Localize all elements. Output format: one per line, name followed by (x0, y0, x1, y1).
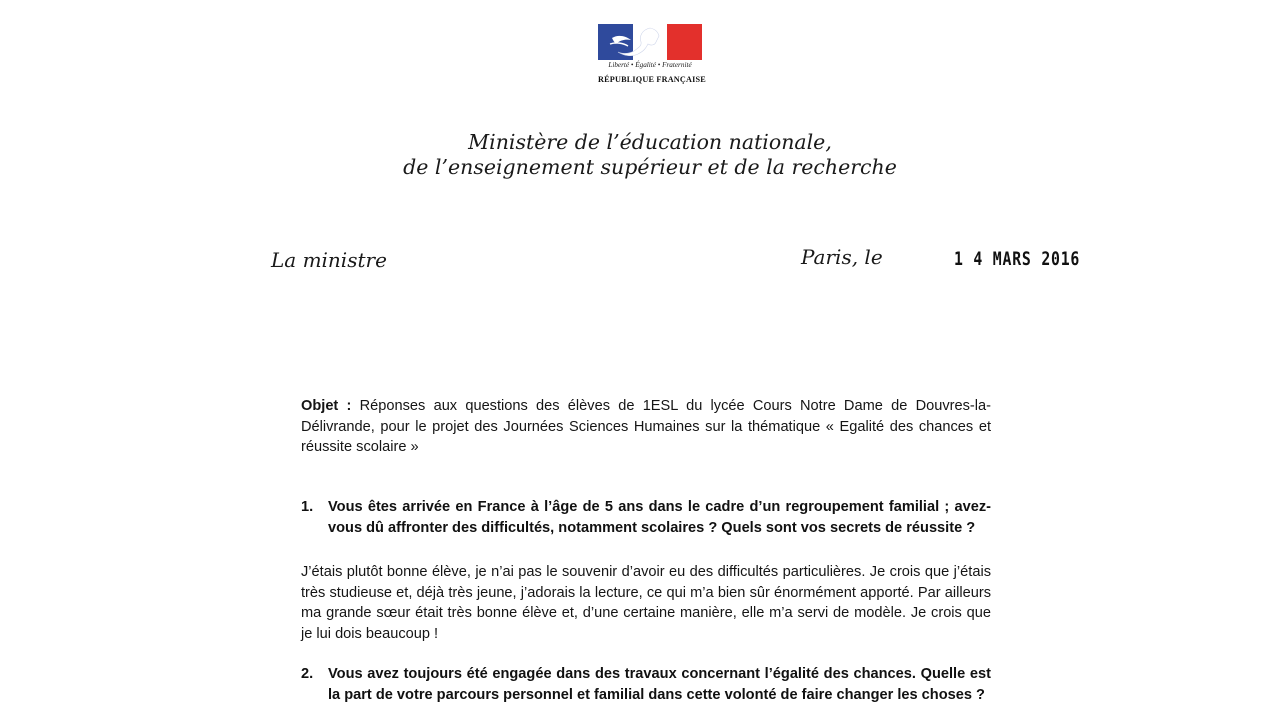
question-2-text: Vous avez toujours été engagée dans des travaux concernant l’égalité des chances. Quelle est la part de votre parcours personnel et familial dans cette volonté de faire changer les choses ? (328, 666, 991, 703)
marianne-logo (598, 24, 706, 88)
letter-author: La ministre (271, 248, 387, 272)
ministry-line-2: de l’enseignement supérieur et de la recherche (403, 155, 897, 179)
marianne-flag-icon (598, 24, 702, 60)
objet-paragraph (301, 396, 991, 458)
objet-label: Objet : (301, 398, 352, 414)
republic-motto: Liberté • Égalité • Fraternité (608, 61, 692, 69)
question-1 (301, 497, 991, 538)
question-1-number: 1. (301, 499, 314, 515)
question-2-number: 2. (301, 666, 314, 682)
ministry-heading (350, 130, 950, 180)
objet-text: Réponses aux questions des élèves de 1ESL du lycée Cours Notre Dame de Douvres-la-Délivrande, pour le projet des Journées Sciences Humaines sur la thématique « Egalité des chances et réussite scolaire » (301, 398, 991, 455)
ministry-line-1: Ministère de l’éducation nationale, (468, 130, 832, 154)
letter-date-stamp: 1 4 MARS 2016 (954, 248, 1081, 270)
republic-name: RÉPUBLIQUE FRANÇAISE (598, 75, 706, 84)
question-2 (301, 664, 991, 705)
answer-1: J’étais plutôt bonne élève, je n’ai pas le souvenir d’avoir eu des difficultés particulières. Je crois que j’étais très studieuse et, déjà très jeune, j’adorais la lecture, ce qui m’a bien sûr énormément apporté. Par ailleurs ma grande sœur était très bonne élève et, d’une certaine manière, elle m’a servi de modèle. Je crois que je lui dois beaucoup ! (301, 564, 991, 642)
question-1-text: Vous êtes arrivée en France à l’âge de 5 ans dans le cadre d’un regroupement familial ; avez-vous dû affronter des difficultés, notamment scolaires ? Quels sont vos secrets de réussite ? (328, 499, 991, 536)
letter-place: Paris, le (801, 245, 883, 269)
